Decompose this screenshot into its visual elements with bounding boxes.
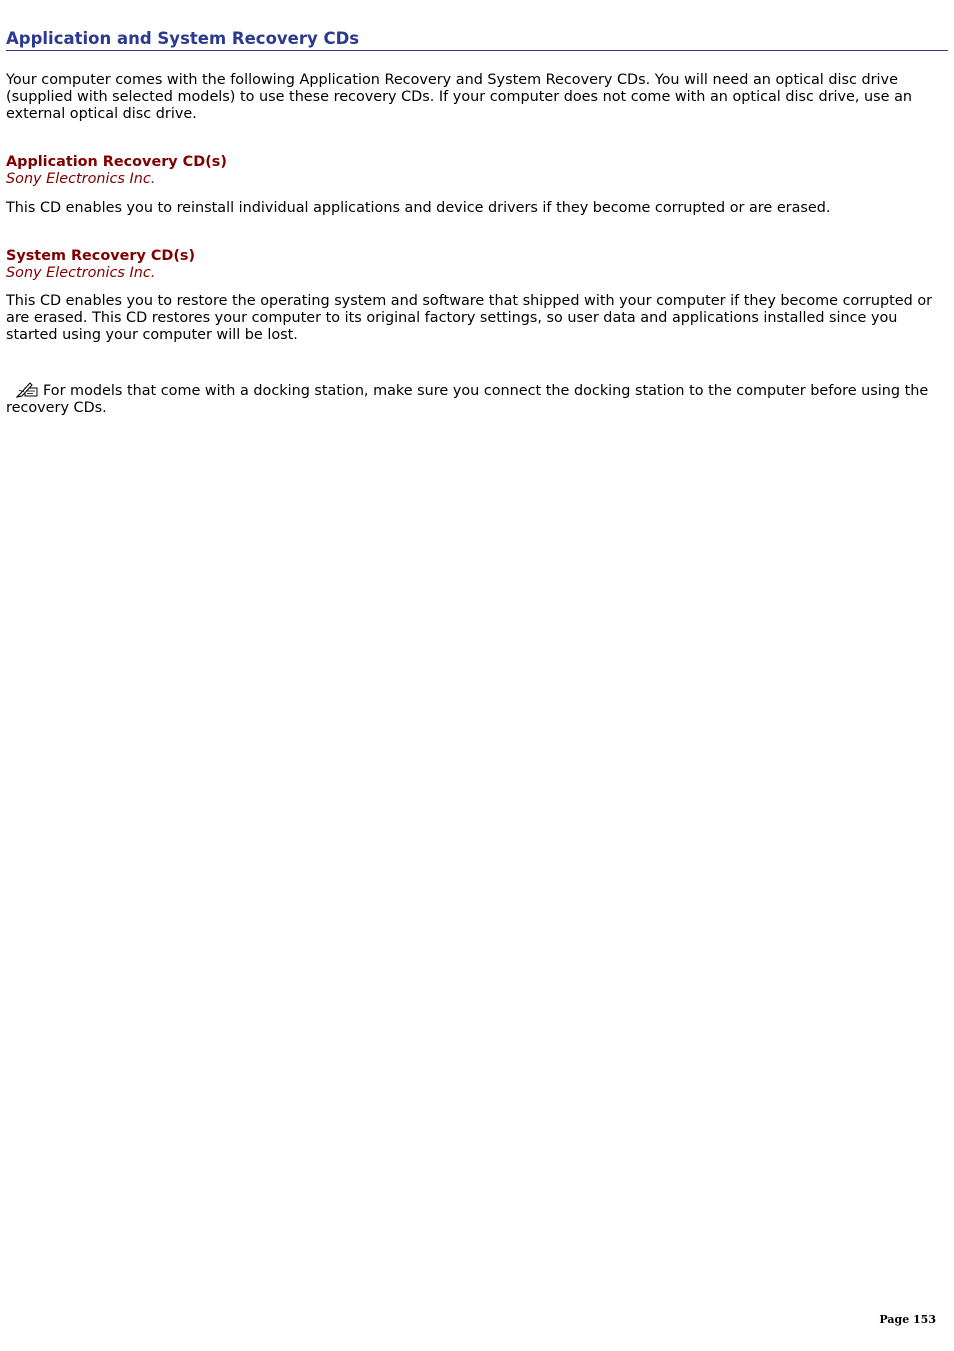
section-body-system-recovery: This CD enables you to restore the operating system and software that shipped with your computer if they become corrupted or are erased. This CD restores your computer to its original factory settings, so user data and applications installed since you started using your computer will be lost. (6, 293, 933, 343)
section-body-application-recovery: This CD enables you to reinstall individual applications and device drivers if they become corrupted or are erased. (6, 200, 831, 216)
section-heading-application-recovery: Application Recovery CD(s) (6, 154, 227, 170)
note-text: For models that come with a docking station, make sure you connect the docking station to the computer before using the recovery CDs. (6, 383, 929, 416)
note-paragraph (6, 381, 948, 417)
page-number: Page 153 (879, 1313, 936, 1326)
section-heading-system-recovery: System Recovery CD(s) (6, 248, 196, 264)
section-publisher-system-recovery: Sony Electronics Inc. (6, 265, 156, 281)
intro-paragraph: Your computer comes with the following Application Recovery and System Recovery CDs. You will need an optical disc drive (supplied with selected models) to use these recovery CDs. If your computer does not come with an optical disc drive, use an external optical disc drive. (6, 72, 913, 122)
note-pencil-icon (16, 381, 38, 398)
section-publisher-application-recovery: Sony Electronics Inc. (6, 171, 156, 187)
page-title: Application and System Recovery CDs (6, 29, 948, 51)
